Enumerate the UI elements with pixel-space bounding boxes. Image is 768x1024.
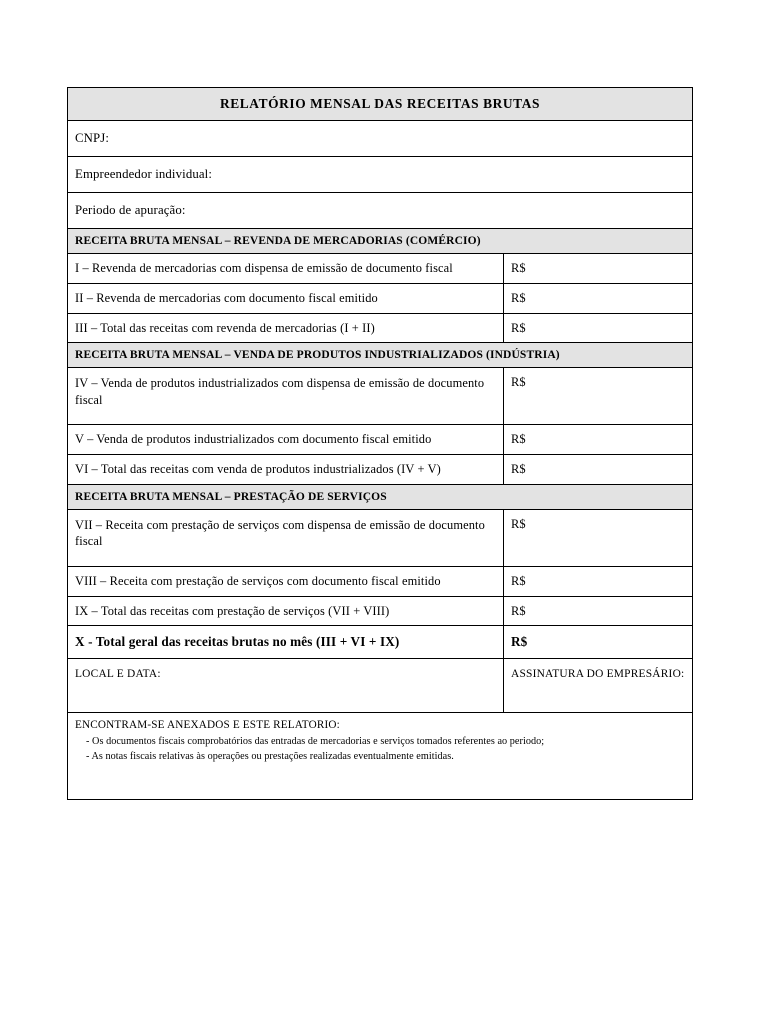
cnpj-field[interactable]	[68, 121, 693, 157]
item-i-value-cell[interactable]	[504, 254, 693, 284]
item-v-value-cell[interactable]	[504, 425, 693, 455]
item-iii-label: III – Total das receitas com revenda de mercadorias (I + II)	[75, 320, 375, 335]
item-ix-label: IX – Total das receitas com prestação de serviços (VII + VIII)	[75, 603, 390, 618]
item-viii-label-cell	[68, 566, 504, 596]
table-row-section-heading-services	[68, 484, 693, 509]
period-field[interactable]	[68, 193, 693, 229]
item-vi-label: VI – Total das receitas com venda de produtos industrializados (IV + V)	[75, 462, 441, 477]
table-row-section-heading-commerce	[68, 229, 693, 254]
item-vii-label-cell	[68, 509, 504, 566]
item-viii-value: R$	[511, 573, 526, 588]
item-v-label-cell	[68, 425, 504, 455]
signature-label: ASSINATURA DO EMPRESÁRIO:	[511, 667, 685, 680]
page-title: RELATÓRIO MENSAL DAS RECEITAS BRUTAS	[219, 96, 541, 111]
item-ix-value: R$	[511, 603, 526, 618]
item-iv-label-cell	[68, 368, 504, 425]
table-row-item-vii	[68, 509, 693, 566]
table-row-cnpj	[68, 121, 693, 157]
item-vii-value-cell[interactable]	[504, 509, 693, 566]
table-row-attachments	[68, 713, 693, 800]
signature-cell[interactable]	[504, 658, 693, 712]
item-ii-label: II – Revenda de mercadorias com documento fiscal emitido	[75, 291, 378, 306]
grand-total-value-cell[interactable]	[504, 626, 693, 659]
item-iv-label: IV – Venda de produtos industrializados com dispensa de emissão de documento fiscal	[75, 376, 485, 407]
attachments-cell	[68, 713, 693, 800]
table-row-item-vi	[68, 455, 693, 485]
gross-revenue-report-table	[67, 87, 693, 800]
item-vii-value: R$	[511, 516, 526, 531]
table-row-section-heading-industry	[68, 343, 693, 368]
item-ii-value: R$	[511, 291, 526, 306]
table-row-entrepreneur	[68, 157, 693, 193]
section-heading-industry: RECEITA BRUTA MENSAL – VENDA DE PRODUTOS INDUSTRIALIZADOS (INDÚSTRIA)	[75, 349, 560, 362]
place-date-cell[interactable]	[68, 658, 504, 712]
place-date-label: LOCAL E DATA:	[75, 667, 161, 680]
item-v-label: V – Venda de produtos industrializados com documento fiscal emitido	[75, 432, 432, 447]
item-ii-label-cell	[68, 284, 504, 314]
table-row-signature	[68, 658, 693, 712]
section-heading-commerce-cell	[68, 229, 693, 254]
item-i-label-cell	[68, 254, 504, 284]
period-label: Periodo de apuração:	[75, 203, 186, 218]
item-vii-label: VII – Receita com prestação de serviços com dispensa de emissão de documento fiscal	[75, 517, 485, 549]
table-row-item-iii	[68, 313, 693, 343]
item-ii-value-cell[interactable]	[504, 284, 693, 314]
section-heading-industry-cell	[68, 343, 693, 368]
table-row-item-v	[68, 425, 693, 455]
attachments-heading: ENCONTRAM-SE ANEXADOS E ESTE RELATORIO:	[75, 719, 340, 732]
item-iii-value: R$	[511, 320, 526, 335]
section-heading-services: RECEITA BRUTA MENSAL – PRESTAÇÃO DE SERVIÇOS	[75, 490, 387, 503]
item-i-label: I – Revenda de mercadorias com dispensa de emissão de documento fiscal	[75, 261, 453, 276]
item-vi-value-cell[interactable]	[504, 455, 693, 485]
item-ix-label-cell	[68, 596, 504, 626]
list-item: - As notas fiscais relativas às operações ou prestações realizadas eventualmente emitidas.	[86, 750, 454, 762]
attachments-list	[75, 735, 686, 765]
item-i-value: R$	[511, 261, 526, 276]
table-row-grand-total	[68, 626, 693, 659]
grand-total-label-cell	[68, 626, 504, 659]
table-row-period	[68, 193, 693, 229]
grand-total-value: R$	[511, 634, 528, 650]
item-viii-label: VIII – Receita com prestação de serviços com documento fiscal emitido	[75, 573, 441, 588]
item-ix-value-cell[interactable]	[504, 596, 693, 626]
cnpj-label: CNPJ:	[75, 131, 110, 145]
item-iv-value: R$	[511, 375, 526, 390]
grand-total-label: X - Total geral das receitas brutas no mês (III + VI + IX)	[75, 634, 400, 650]
item-viii-value-cell[interactable]	[504, 566, 693, 596]
entrepreneur-field[interactable]	[68, 157, 693, 193]
item-iii-label-cell	[68, 313, 504, 343]
table-row-item-i	[68, 254, 693, 284]
report-title-cell	[68, 88, 693, 121]
table-row-item-viii	[68, 566, 693, 596]
section-heading-services-cell	[68, 484, 693, 509]
item-iv-value-cell[interactable]	[504, 368, 693, 425]
table-row-item-iv	[68, 368, 693, 425]
table-row-item-ii	[68, 284, 693, 314]
section-heading-commerce: RECEITA BRUTA MENSAL – REVENDA DE MERCADORIAS (COMÉRCIO)	[75, 235, 481, 248]
item-v-value: R$	[511, 432, 526, 447]
entrepreneur-label: Empreendedor individual:	[75, 167, 213, 182]
item-vi-value: R$	[511, 462, 526, 477]
table-row-item-ix	[68, 596, 693, 626]
list-item: - Os documentos fiscais comprobatórios das entradas de mercadorias e serviços tomados referentes ao periodo;	[86, 736, 545, 748]
item-iii-value-cell[interactable]	[504, 313, 693, 343]
table-row-title	[68, 88, 693, 121]
item-vi-label-cell	[68, 455, 504, 485]
